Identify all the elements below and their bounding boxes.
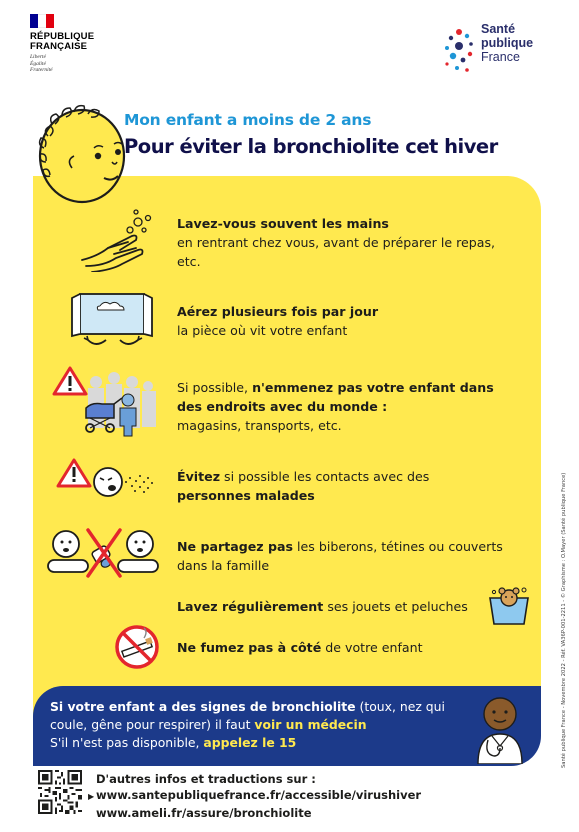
republic-motto: Liberté Égalité Fraternité	[30, 54, 53, 73]
advice-wash-toys	[177, 597, 487, 616]
audience-subtitle: Mon enfant a moins de 2 ans	[124, 111, 372, 129]
advice-avoid-crowds-bold: n'emmenez pas votre enfant dans des endroits avec du monde :	[177, 380, 494, 414]
advice-avoid-sick-bold: Évitez	[177, 469, 221, 484]
footer-links	[88, 771, 421, 821]
advice-avoid-sick-bold2: personnes malades	[177, 488, 315, 503]
advice-avoid-crowds	[177, 378, 507, 435]
link-santepubliquefrance[interactable]: www.santepubliquefrance.fr/accessible/virushiver	[96, 788, 422, 802]
warning-bold: Si votre enfant a des signes de bronchiolite	[50, 699, 356, 714]
qr-code-icon[interactable]	[38, 770, 82, 814]
baby-head-icon	[30, 96, 130, 206]
toy-washing-icon	[486, 584, 532, 626]
hand-washing-icon	[78, 208, 160, 272]
footer-lead: D'autres infos et traductions sur :	[96, 772, 316, 786]
link-ameli[interactable]: www.ameli.fr/assure/bronchiolite	[96, 806, 312, 820]
advice-no-sharing-text: les biberons, tétines ou couverts dans la famille	[177, 539, 503, 573]
advice-no-smoking-text: de votre enfant	[325, 640, 423, 655]
french-flag-icon	[30, 14, 54, 28]
advice-avoid-sick-mid: si possible les contacts avec des	[220, 469, 430, 484]
dots-logo-icon	[443, 26, 475, 76]
republic-name: RÉPUBLIQUE FRANÇAISE	[30, 31, 95, 52]
no-smoking-icon	[114, 624, 160, 670]
agency-name-line1: Santé	[481, 22, 516, 36]
sante-publique-france-logo	[443, 22, 553, 82]
advice-no-smoking-bold: Ne fumez pas à côté	[177, 640, 322, 655]
warning-see-doctor: voir un médecin	[254, 717, 367, 732]
advice-wash-toys-bold: Lavez régulièrement	[177, 599, 324, 614]
page-title: Pour éviter la bronchiolite cet hiver	[124, 135, 498, 158]
advice-ventilate-bold: Aérez plusieurs fois par jour	[177, 304, 379, 319]
advice-hand-washing-text: en rentrant chez vous, avant de préparer le repas, etc.	[177, 235, 496, 269]
advice-no-smoking	[177, 638, 507, 657]
no-sharing-bottle-icon	[44, 526, 162, 580]
advice-no-sharing-bold: Ne partagez pas	[177, 539, 293, 554]
warning-text	[50, 698, 470, 752]
crowd-stroller-warning-icon	[52, 364, 162, 438]
advice-no-sharing	[177, 537, 507, 575]
advice-wash-toys-text: ses jouets et peluches	[327, 599, 468, 614]
credit-line: Santé publique France - Novembre 2022 - Réf. VA36P-001-2211 - © Graphisme : O.Mayer (Santé publique France)	[561, 472, 567, 768]
advice-avoid-sick	[177, 467, 507, 505]
advice-ventilate-text: la pièce où vit votre enfant	[177, 323, 348, 338]
agency-name-line3: France	[481, 50, 520, 64]
doctor-icon	[470, 692, 530, 764]
advice-avoid-crowds-text: magasins, transports, etc.	[177, 418, 342, 433]
sneezing-warning-icon	[56, 454, 156, 502]
advice-hand-washing	[177, 214, 507, 271]
republique-francaise-logo	[30, 14, 140, 74]
open-window-icon	[70, 290, 156, 350]
arrow-right-icon: ▶	[88, 792, 95, 801]
agency-name-line2: publique	[481, 36, 534, 50]
warning-call-15: appelez le 15	[203, 735, 297, 750]
warning-unavailable: S'il n'est pas disponible,	[50, 735, 204, 750]
advice-avoid-crowds-prefix: Si possible,	[177, 380, 253, 395]
advice-ventilate	[177, 302, 507, 340]
advice-hand-washing-bold: Lavez-vous souvent les mains	[177, 216, 389, 231]
warning-symptoms: (toux, nez qui coule, gêne pour respirer) il faut	[50, 699, 445, 732]
